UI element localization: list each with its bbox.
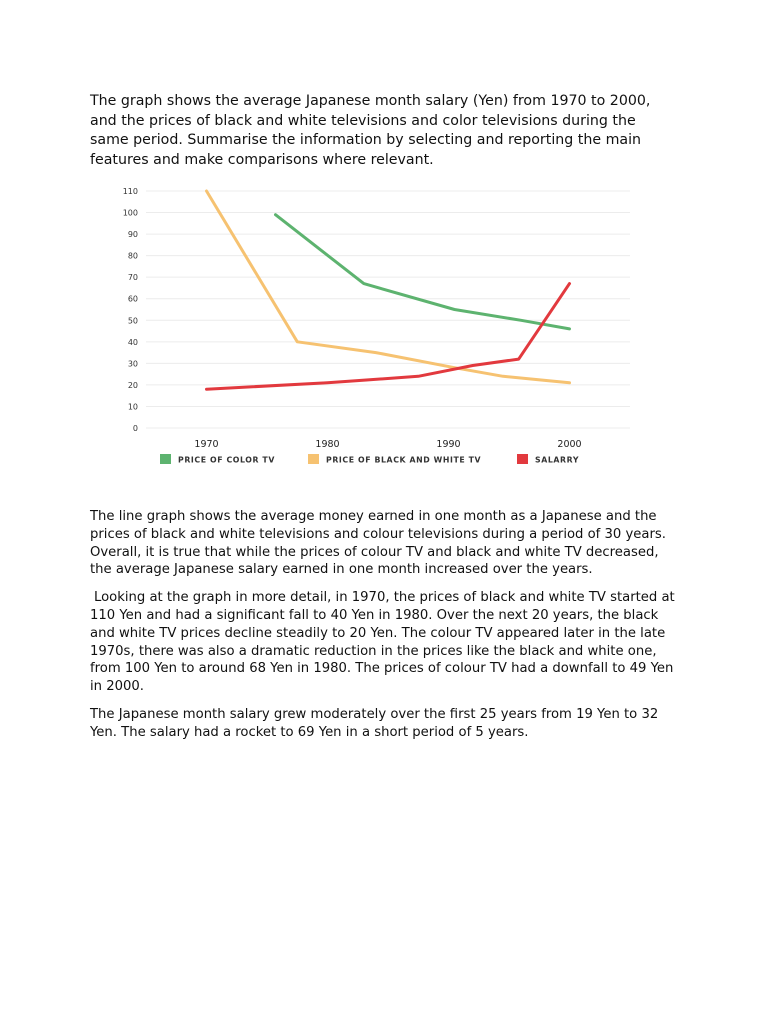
y-tick-label: 90 <box>127 230 138 240</box>
task-prompt: The graph shows the average Japanese month salary (Yen) from 1970 to 2000, and the prices of black and white televisions and color televisions during the same period. Summarise the information by selecting and reporting the main features and make comparisons where relevant. <box>90 93 651 168</box>
legend-swatch <box>308 454 319 464</box>
essay-paragraph-salary: The Japanese month salary grew moderately over the first 25 years from 19 Yen to 32 Yen. The salary had a rocket to 69 Yen in a short period of 5 years. <box>90 706 659 740</box>
legend-swatch <box>160 454 171 464</box>
y-tick-label: 30 <box>127 359 138 369</box>
y-tick-label: 100 <box>122 208 138 218</box>
y-axis-ticks <box>123 187 138 433</box>
series-line-2 <box>207 284 570 390</box>
x-tick-label: 1970 <box>194 439 219 450</box>
series-line-0 <box>276 215 570 329</box>
chart-grid <box>146 191 630 428</box>
line-chart <box>110 180 640 475</box>
y-tick-label: 60 <box>127 294 138 304</box>
essay-paragraph-tv-prices: Looking at the graph in more detail, in 1970, the prices of black and white TV started at 110 Yen and had a significant fall to 40 Yen in 1980. Over the next 20 years, the black and white TV prices decline steadily to 20 Yen. The colour TV appeared later in the late 1970s, there was also a dramatic reduction in the prices like the black and white one, from 100 Yen to around 68 Yen in 1980. The prices of colour TV had a downfall to 49 Yen in 2000. <box>90 590 675 695</box>
line-chart-svg <box>110 180 640 475</box>
y-tick-label: 50 <box>127 316 138 326</box>
y-tick-label: 0 <box>132 424 138 433</box>
y-tick-label: 40 <box>127 337 138 347</box>
chart-legend <box>160 454 579 465</box>
y-tick-label: 80 <box>127 251 138 261</box>
y-tick-label: 10 <box>127 402 138 412</box>
legend-swatch <box>517 454 528 464</box>
essay-body <box>90 508 680 752</box>
essay-paragraph-overview: The line graph shows the average money earned in one month as a Japanese and the prices of black and white televisions and colour televisions during a period of 30 years. Overall, it is true that while the prices of colour TV and black and white TV decreased, the average Japanese salary earned in one month increased over the years. <box>90 509 666 578</box>
legend-label: SALARRY <box>535 455 580 465</box>
x-axis-ticks <box>194 439 581 450</box>
x-tick-label: 2000 <box>557 439 582 450</box>
legend-label: PRICE OF BLACK AND WHITE TV <box>326 455 482 465</box>
chart-series <box>207 191 570 389</box>
series-line-1 <box>207 191 570 383</box>
y-tick-label: 70 <box>127 273 138 283</box>
x-tick-label: 1990 <box>436 439 461 450</box>
x-tick-label: 1980 <box>315 439 340 450</box>
y-tick-label: 110 <box>122 187 138 196</box>
legend-label: PRICE OF COLOR TV <box>178 455 275 465</box>
y-tick-label: 20 <box>127 380 138 390</box>
